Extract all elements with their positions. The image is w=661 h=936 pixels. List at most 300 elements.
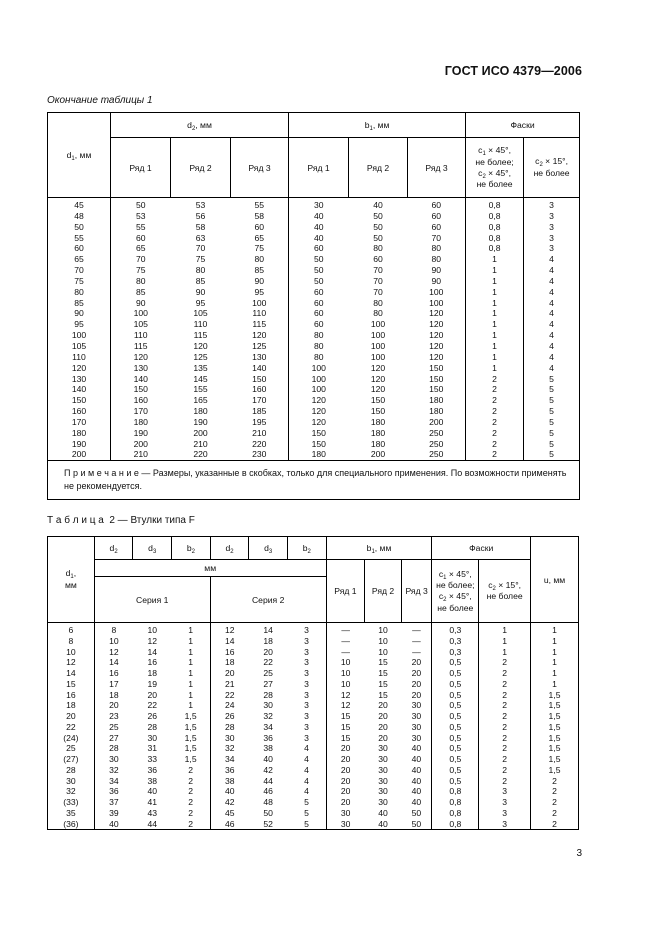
table-cell: 60 xyxy=(314,308,324,319)
table-cell: 30 xyxy=(340,807,351,818)
table-cell: 20 xyxy=(378,721,388,732)
table-cell: 4 xyxy=(287,786,326,797)
table-cell: 180 xyxy=(133,416,148,427)
table-cell: 25 xyxy=(109,721,119,732)
table-cell: 40 xyxy=(263,754,273,764)
table-cell: 190 xyxy=(133,427,148,438)
t2-header-b1: $b_1$, мм xyxy=(326,537,432,560)
table-cell: 3 xyxy=(287,722,326,733)
table-cell: 20 xyxy=(147,689,158,700)
table-cell: 2 xyxy=(172,776,211,787)
table-cell: 160 xyxy=(231,384,289,395)
table-cell: 2 xyxy=(479,733,531,744)
table-cell: 40 xyxy=(401,786,432,797)
table-cell: 1,5 xyxy=(548,743,561,754)
table-cell: 5 xyxy=(287,797,326,808)
table-cell: 4 xyxy=(549,330,554,341)
table-cell: 12 xyxy=(340,700,351,711)
table-cell: 1 xyxy=(479,647,531,658)
table-cell: 15 xyxy=(378,657,388,668)
table-cell: 110 xyxy=(193,319,208,330)
table-cell: 80 xyxy=(373,308,383,319)
table-cell: 100 xyxy=(408,287,466,298)
table-cell: 18 xyxy=(147,668,158,678)
table-cell: 180 xyxy=(370,427,386,438)
table-cell: 60 xyxy=(48,243,111,254)
table-row xyxy=(48,406,580,417)
table-row xyxy=(48,700,579,711)
table-row xyxy=(48,352,580,363)
table-cell: 10 xyxy=(378,635,388,646)
table-cell: 3 xyxy=(287,636,326,647)
table-cell: 70 xyxy=(135,254,146,265)
table-cell: 2 xyxy=(479,657,531,668)
table-cell: 2 xyxy=(172,819,211,830)
table-cell: 10 xyxy=(340,678,351,689)
table-row xyxy=(48,449,580,460)
table-row xyxy=(48,374,580,385)
table-cell: 70 xyxy=(408,233,466,244)
table-cell: 1 xyxy=(552,635,557,646)
table-cell: 0,3 xyxy=(432,623,479,636)
table-row xyxy=(48,623,579,636)
table-cell: 1 xyxy=(172,700,211,711)
table-cell: 50 xyxy=(401,819,432,830)
table-cell: 135 xyxy=(193,362,208,373)
table-cell: 160 xyxy=(48,406,111,417)
table-cell: 75 xyxy=(135,265,146,276)
table-cell: 42 xyxy=(224,797,235,807)
table-cell: 120 xyxy=(408,352,466,363)
table-cell: 130 xyxy=(48,374,111,385)
table-cell: 4 xyxy=(549,275,554,286)
table-cell: 200 xyxy=(133,438,148,449)
t2-header-chamfer-c1: $c_1 \times 45^\circ$, не более; $c_2 \times 45^\circ$, не более xyxy=(432,560,479,623)
table-cell: 30 xyxy=(401,733,432,744)
table-cell: 180 xyxy=(370,416,386,427)
table-cell: 5 xyxy=(287,808,326,819)
t2-header-series1: Серия 1 xyxy=(94,577,210,623)
table-cell: 41 xyxy=(147,797,158,807)
table-cell: 150 xyxy=(408,363,466,374)
table-cell: 15 xyxy=(340,721,351,732)
table-cell: 95 xyxy=(48,319,111,330)
table-cell: 46 xyxy=(224,818,235,829)
table-cell: 190 xyxy=(48,439,111,450)
table-cell: 18 xyxy=(109,689,119,700)
table-cell: 1 xyxy=(479,636,531,647)
table-cell: 40 xyxy=(401,743,432,754)
t2-header-chamfers: Фаски xyxy=(432,537,531,560)
table-cell: 8 xyxy=(48,636,95,647)
table-cell: 3 xyxy=(287,711,326,722)
table-cell: 48 xyxy=(48,211,111,222)
table-cell: 1,5 xyxy=(548,754,561,764)
table-cell: 2 xyxy=(479,700,531,711)
table-cell: 4 xyxy=(549,362,554,373)
table-cell: 200 xyxy=(48,449,111,460)
table-cell: 250 xyxy=(408,428,466,439)
table-cell: 4 xyxy=(549,319,554,330)
table-cell: 20 xyxy=(378,711,388,721)
table-row xyxy=(48,222,580,233)
table-cell: 5 xyxy=(549,373,554,384)
table-cell: 17 xyxy=(109,678,119,689)
table-cell: 50 xyxy=(373,210,383,221)
table-cell: 28 xyxy=(224,721,235,732)
table-cell: 3 xyxy=(549,200,554,210)
table-row xyxy=(48,765,579,776)
table-cell: 3 xyxy=(287,668,326,679)
table-cell: 70 xyxy=(195,243,206,254)
table-cell: 150 xyxy=(370,406,386,417)
table-cell: 120 xyxy=(48,363,111,374)
table-cell: 0,5 xyxy=(432,733,479,744)
table-cell: 200 xyxy=(408,417,466,428)
table-cell: 30 xyxy=(378,786,388,797)
table-cell: 3 xyxy=(287,657,326,668)
table-cell: 1,5 xyxy=(172,711,211,722)
table-row xyxy=(48,276,580,287)
table-cell: 20 xyxy=(263,646,273,657)
table-cell: 40 xyxy=(401,797,432,808)
table-cell: 85 xyxy=(135,286,146,297)
table-cell: 100 xyxy=(48,330,111,341)
table-row xyxy=(48,243,580,254)
table-cell: 1 xyxy=(466,352,524,363)
table-cell: 4 xyxy=(287,754,326,765)
table-cell: 2 xyxy=(479,679,531,690)
table-cell: 90 xyxy=(408,265,466,276)
table-cell: 40 xyxy=(314,232,324,243)
table-cell: 30 xyxy=(48,776,95,787)
table-cell: 0,8 xyxy=(466,222,524,233)
table-cell: 0,5 xyxy=(432,668,479,679)
table-cell: 63 xyxy=(195,232,206,243)
table-cell: 5 xyxy=(549,395,554,406)
table-cell: 40 xyxy=(378,807,388,818)
table-cell: 120 xyxy=(408,319,466,330)
table-cell: 22 xyxy=(48,722,95,733)
table-cell: 150 xyxy=(370,395,386,406)
table-cell: 15 xyxy=(48,679,95,690)
table-cell: 1,5 xyxy=(172,743,211,754)
table-cell: 2 xyxy=(466,406,524,417)
table-cell: 18 xyxy=(224,657,235,668)
table-cell: 120 xyxy=(370,384,386,395)
t2-header-b2: $b_2$ xyxy=(287,537,326,560)
table-cell: — xyxy=(341,646,350,657)
table-cell: 105 xyxy=(48,341,111,352)
table-cell: 25 xyxy=(48,743,95,754)
table-cell: 3 xyxy=(479,819,531,830)
table-cell: 10 xyxy=(109,635,119,646)
table-cell: 85 xyxy=(195,275,206,286)
table-cell: 200 xyxy=(193,427,208,438)
table-cell: 220 xyxy=(193,449,208,460)
table-cell: 70 xyxy=(373,286,383,297)
table-cell: 95 xyxy=(231,287,289,298)
table-cell: 100 xyxy=(133,308,148,319)
table-cell: 53 xyxy=(135,210,146,221)
table-cell: 115 xyxy=(231,319,289,330)
table-cell: 36 xyxy=(263,732,273,743)
table-cell: 0,8 xyxy=(432,808,479,819)
table-cell: 16 xyxy=(224,646,235,657)
table-cell: 120 xyxy=(311,406,326,417)
table-cell: 20 xyxy=(401,679,432,690)
table-cell: 30 xyxy=(378,743,388,754)
table-cell: 4 xyxy=(287,743,326,754)
t2-header-row-label: Ряд 3 xyxy=(401,560,432,623)
table-cell: 2 xyxy=(172,808,211,819)
table-cell: 12 xyxy=(109,646,119,657)
table-cell: 100 xyxy=(311,362,326,373)
table-cell: 1 xyxy=(552,678,557,689)
table-cell: 60 xyxy=(231,222,289,233)
table-cell: 180 xyxy=(193,406,208,417)
table-cell: 170 xyxy=(48,417,111,428)
table-cell: 0,5 xyxy=(432,711,479,722)
table-cell: 75 xyxy=(48,276,111,287)
table-cell: 30 xyxy=(109,754,119,764)
table-cell: 4 xyxy=(549,340,554,351)
table-cell: 0,3 xyxy=(432,647,479,658)
t2-header-d1: $d_1$, мм xyxy=(48,537,95,623)
table-cell: 3 xyxy=(287,623,326,636)
table-cell: 120 xyxy=(311,395,326,406)
table-cell: 36 xyxy=(109,786,119,797)
table-row xyxy=(48,679,579,690)
table-cell: 230 xyxy=(231,449,289,460)
table-cell: 30 xyxy=(378,754,388,764)
table-cell: 3 xyxy=(549,221,554,232)
table-row xyxy=(48,265,580,276)
table-cell: 0,5 xyxy=(432,754,479,765)
table-cell: 5 xyxy=(549,449,554,460)
table-cell: 14 xyxy=(263,625,273,635)
t2-header-series2: Серия 2 xyxy=(210,577,326,623)
table-cell: 50 xyxy=(401,808,432,819)
table-cell: 60 xyxy=(408,211,466,222)
table-cell: 1,5 xyxy=(548,764,561,775)
table-cell: 180 xyxy=(311,449,326,460)
table-cell: 20 xyxy=(378,732,388,743)
table-cell: 1,5 xyxy=(548,689,561,700)
t2-header-u: u, мм xyxy=(531,537,579,623)
t1-header-chamfers: Фаски xyxy=(466,113,580,138)
table-cell: 2 xyxy=(466,384,524,395)
table-cell: 15 xyxy=(378,678,388,689)
t2-header-b2: $b_2$ xyxy=(172,537,211,560)
table-cell: 115 xyxy=(193,330,208,341)
table-cell: 210 xyxy=(193,438,208,449)
table-row xyxy=(48,254,580,265)
table-cell: 2 xyxy=(479,690,531,701)
table-cell: 80 xyxy=(314,330,324,341)
table-cell: 40 xyxy=(109,818,119,829)
table-cell: 150 xyxy=(133,384,148,395)
table-cell: 1 xyxy=(466,276,524,287)
table-cell: 4 xyxy=(549,297,554,308)
table-cell: 40 xyxy=(401,754,432,765)
table-cell: 8 xyxy=(111,625,117,635)
table-cell: 145 xyxy=(193,373,208,384)
table-cell: 32 xyxy=(109,764,119,775)
table-cell: 195 xyxy=(231,417,289,428)
table-cell: 140 xyxy=(231,363,289,374)
table-cell: 28 xyxy=(147,721,158,732)
table-cell: 50 xyxy=(263,807,273,818)
t1-header-row-label: Ряд 3 xyxy=(231,138,289,198)
t1-header-d2: $d_2$, мм xyxy=(111,113,289,138)
table-cell: 46 xyxy=(263,786,273,797)
table-cell: 26 xyxy=(224,711,235,721)
table-cell: 1 xyxy=(466,319,524,330)
t2-header-row-label: Ряд 2 xyxy=(365,560,402,623)
table-cell: 20 xyxy=(340,786,351,797)
table-cell: 30 xyxy=(224,732,235,743)
table1 xyxy=(47,112,580,500)
table-cell: 30 xyxy=(378,764,388,775)
table-row xyxy=(48,797,579,808)
table-cell: 80 xyxy=(195,265,206,276)
table-cell: 75 xyxy=(231,243,289,254)
table-cell: 1 xyxy=(466,298,524,309)
table-cell: 150 xyxy=(408,374,466,385)
table-cell: 120 xyxy=(370,362,386,373)
table-cell: 45 xyxy=(48,198,111,211)
table-cell: 80 xyxy=(48,287,111,298)
table-cell: 40 xyxy=(378,818,388,829)
document-id: ГОСТ ИСО 4379—2006 xyxy=(444,64,582,78)
table-cell: 5 xyxy=(287,819,326,830)
table-cell: — xyxy=(341,625,350,635)
table-cell: 2 xyxy=(466,417,524,428)
table-cell: 34 xyxy=(224,754,235,764)
table-cell: 32 xyxy=(263,711,273,721)
table-cell: 1 xyxy=(552,657,557,668)
table-cell: 2 xyxy=(552,797,557,807)
table-cell: 25 xyxy=(263,668,273,678)
t1-header-row-label: Ряд 3 xyxy=(408,138,466,198)
table-cell: 39 xyxy=(109,807,119,818)
table-cell: 50 xyxy=(48,222,111,233)
table2-caption: Т а б л и ц а 2 — Втулки типа F xyxy=(47,515,195,526)
table-cell: 1 xyxy=(466,308,524,319)
table-cell: 50 xyxy=(135,200,146,210)
table-cell: (27) xyxy=(48,754,95,765)
table-cell: 2 xyxy=(479,668,531,679)
table-row xyxy=(48,198,580,211)
table-cell: 120 xyxy=(231,330,289,341)
table-cell: 110 xyxy=(48,352,111,363)
table-cell: 150 xyxy=(231,374,289,385)
table-cell: 60 xyxy=(314,297,324,308)
table-cell: 110 xyxy=(133,330,148,341)
table-cell: 40 xyxy=(401,765,432,776)
table-cell: — xyxy=(401,623,432,636)
table-cell: 21 xyxy=(224,678,235,689)
table-cell: 43 xyxy=(147,807,158,818)
table-cell: 115 xyxy=(133,340,148,351)
table-cell: 95 xyxy=(195,297,206,308)
table-cell: 58 xyxy=(195,221,206,232)
table-cell: 20 xyxy=(340,754,351,764)
table-cell: (33) xyxy=(48,797,95,808)
table-cell: 50 xyxy=(373,221,383,232)
table-row xyxy=(48,690,579,701)
table-cell: 0,8 xyxy=(466,198,524,211)
table-cell: 100 xyxy=(408,298,466,309)
table-cell: 12 xyxy=(340,689,351,700)
table-cell: 16 xyxy=(147,657,158,668)
table-cell: 180 xyxy=(408,395,466,406)
table-cell: 1 xyxy=(479,623,531,636)
table-cell: 120 xyxy=(408,330,466,341)
table-cell: 70 xyxy=(48,265,111,276)
table-cell: 3 xyxy=(549,243,554,254)
t1-header-row-label: Ряд 2 xyxy=(171,138,231,198)
table-cell: 105 xyxy=(133,319,148,330)
table-cell: 170 xyxy=(133,406,148,417)
table-cell: 42 xyxy=(263,764,273,775)
table-cell: 30 xyxy=(378,775,388,786)
table-cell: 1 xyxy=(172,636,211,647)
table-cell: 150 xyxy=(48,395,111,406)
table-cell: 20 xyxy=(340,764,351,775)
table-row xyxy=(48,733,579,744)
table-cell: 40 xyxy=(401,776,432,787)
table-cell: 10 xyxy=(378,646,388,657)
table-cell: 0,5 xyxy=(432,690,479,701)
table-cell: 180 xyxy=(48,428,111,439)
page-number: 3 xyxy=(576,848,582,859)
table-cell: 190 xyxy=(193,416,208,427)
table-cell: 1,5 xyxy=(172,754,211,765)
table-cell: 55 xyxy=(231,198,289,211)
table-cell: 105 xyxy=(193,308,208,319)
table-cell: 0,5 xyxy=(432,743,479,754)
table-cell: 70 xyxy=(373,265,383,276)
table-cell: 2 xyxy=(466,395,524,406)
table-cell: 130 xyxy=(231,352,289,363)
table-cell: 0,8 xyxy=(432,819,479,830)
table-cell: 27 xyxy=(263,678,273,689)
table-cell: 24 xyxy=(224,700,235,711)
table-cell: 15 xyxy=(340,711,351,721)
table-cell: — xyxy=(401,647,432,658)
table-cell: 50 xyxy=(373,232,383,243)
table-cell: 10 xyxy=(147,625,158,635)
table-cell: 155 xyxy=(193,384,208,395)
table-row xyxy=(48,657,579,668)
table-cell: 50 xyxy=(314,254,324,265)
t1-header-chamfer-c1: $c_1 \times 45^\circ$, не более; $c_2 \times 45^\circ$, не более xyxy=(466,138,524,198)
table-cell: 3 xyxy=(479,797,531,808)
table-cell: 30 xyxy=(147,732,158,743)
table-cell: 50 xyxy=(314,275,324,286)
table-cell: 2 xyxy=(466,374,524,385)
table-cell: 22 xyxy=(147,700,158,711)
table-cell: 14 xyxy=(224,635,235,646)
table-cell: 10 xyxy=(340,668,351,678)
table-cell: 50 xyxy=(314,265,324,276)
table-cell: 4 xyxy=(287,776,326,787)
table-cell: 16 xyxy=(109,668,119,678)
table-row xyxy=(48,743,579,754)
table-cell: 28 xyxy=(109,743,119,754)
